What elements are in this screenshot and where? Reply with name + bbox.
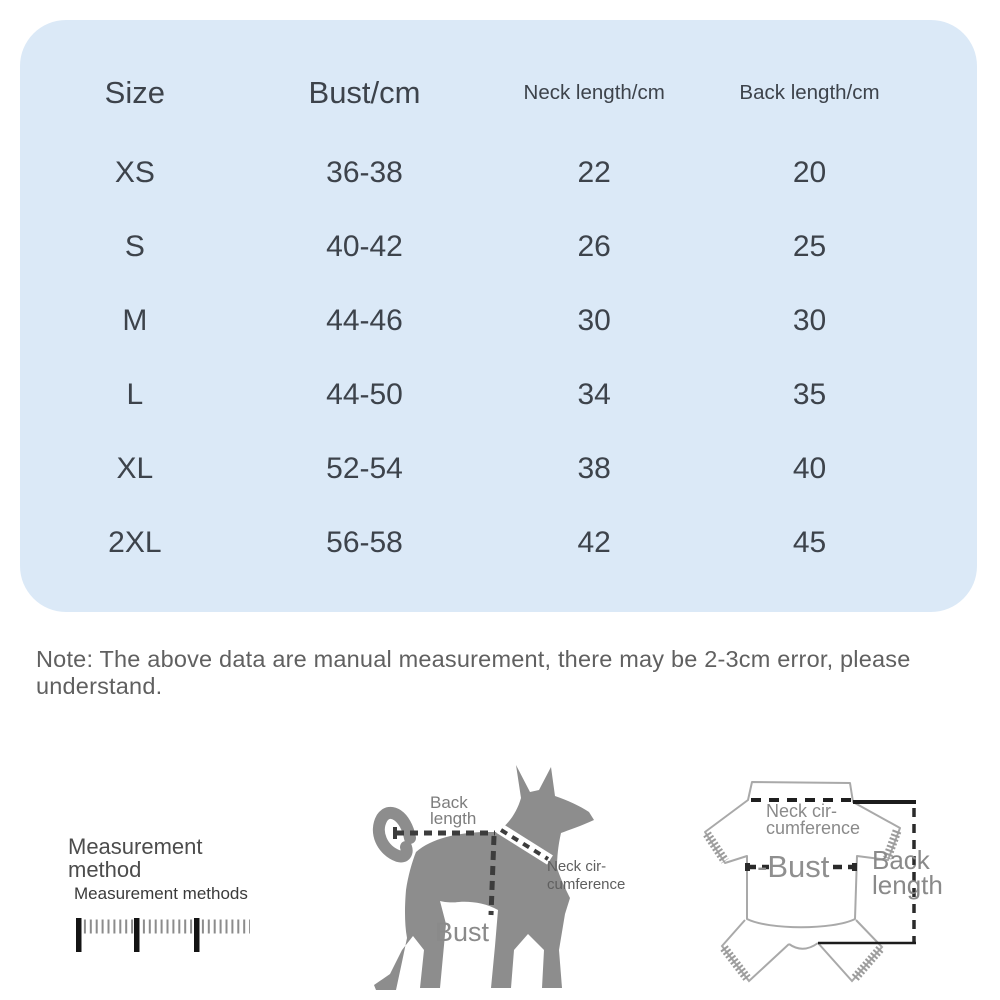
back-length-value: 45 xyxy=(792,526,827,559)
table-row xyxy=(20,358,977,432)
spacer xyxy=(910,506,977,580)
spacer xyxy=(910,432,977,506)
back-length-value: 40 xyxy=(792,452,827,485)
table-row xyxy=(20,284,977,358)
bust-value: 36-38 xyxy=(326,156,403,189)
spacer xyxy=(910,284,977,358)
column-header-bust: Bust/cm xyxy=(308,75,421,110)
dog-bust-label: Bust xyxy=(435,917,490,947)
size-value: XS xyxy=(114,156,155,189)
size-value: 2XL xyxy=(108,526,162,559)
size-chart-panel xyxy=(20,20,977,612)
garment-bust-label: -Bust xyxy=(757,849,830,884)
spacer xyxy=(910,210,977,284)
dog-back-length-line1: Back xyxy=(430,793,468,812)
garment-back-line1: Back xyxy=(872,845,930,875)
garment-crotch-curve xyxy=(789,943,818,949)
measurement-methods-label: Measurement methods xyxy=(74,884,248,903)
note-text: Note: The above data are manual measurement, there may be 2-3cm error, please understand. xyxy=(36,646,911,699)
column-header-size: Size xyxy=(104,75,165,110)
bust-value: 44-46 xyxy=(326,304,403,337)
garment-neck-line2: cumference xyxy=(766,818,861,838)
table-row xyxy=(20,136,977,210)
table-row xyxy=(20,432,977,506)
size-value: S xyxy=(124,230,145,263)
size-value: M xyxy=(122,304,148,337)
bust-line-end-left xyxy=(745,863,750,871)
spacer xyxy=(910,358,977,432)
bust-value: 40-42 xyxy=(326,230,403,263)
neck-length-value: 22 xyxy=(577,156,611,189)
column-header-neck-length: Neck length/cm xyxy=(523,81,665,104)
left-sleeve-cuff xyxy=(707,834,725,861)
back-length-value: 30 xyxy=(792,304,827,337)
table-row xyxy=(20,210,977,284)
bust-line-end-right xyxy=(852,863,857,871)
dog-neck-circumference-label xyxy=(547,858,625,894)
back-length-value: 25 xyxy=(792,230,827,263)
size-value: L xyxy=(126,378,144,411)
size-value: XL xyxy=(116,452,154,485)
neck-length-value: 38 xyxy=(577,452,611,485)
neck-length-value: 42 xyxy=(577,526,611,559)
ruler-icon xyxy=(76,916,256,954)
garment-back-length-label xyxy=(872,845,943,900)
size-table xyxy=(20,50,977,580)
back-length-value: 35 xyxy=(792,378,827,411)
neck-length-value: 30 xyxy=(577,304,611,337)
dog-neck-line1: Neck cir- xyxy=(547,858,607,875)
neck-length-value: 34 xyxy=(577,378,611,411)
spacer xyxy=(910,50,977,136)
back-length-value: 20 xyxy=(792,156,827,189)
dog-back-length-line2: length xyxy=(430,809,477,828)
garment-diagram xyxy=(685,752,995,1000)
dog-neck-line2: cumference xyxy=(547,876,626,893)
bust-value: 52-54 xyxy=(326,452,403,485)
spacer xyxy=(910,136,977,210)
dog-back-length-label xyxy=(430,795,476,827)
garment-back-line2: length xyxy=(872,870,943,900)
back-length-line-end xyxy=(393,827,397,839)
garment-right-leg xyxy=(818,920,882,981)
bust-value: 56-58 xyxy=(326,526,403,559)
neck-length-value: 26 xyxy=(577,230,611,263)
bust-value: 44-50 xyxy=(326,378,403,411)
garment-neck-line1: Neck cir- xyxy=(766,801,837,821)
garment-left-leg xyxy=(722,920,789,981)
garment-neck-circumference-label xyxy=(766,803,860,837)
measurement-method-title: Measurement method xyxy=(68,834,203,883)
table-row xyxy=(20,506,977,580)
table-header-row xyxy=(20,50,977,136)
column-header-back-length: Back length/cm xyxy=(739,81,880,104)
